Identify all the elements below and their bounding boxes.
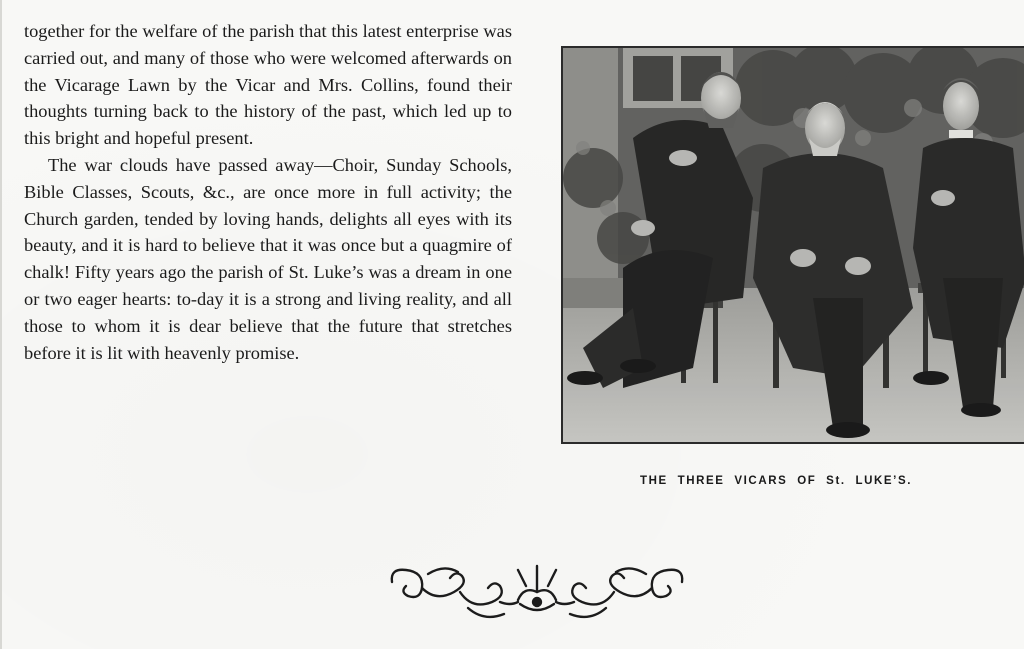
paragraph-1: together for the welfare of the parish that this latest enterprise was carried out, and many of those who were welcomed afterwards on the Vicarage Lawn by the Vicar and Mrs. Collins, found their thoughts turning back to the history of the past, which led up to this bright and hopeful present. — [24, 21, 512, 149]
paragraph-2: The war clouds have passed away—Choir, Sunday Schools, Bible Classes, Scouts, &c., are once more in full activity; the Church garden, tended by loving hands, delights all eyes with its beauty, and it is hard to believe that it was once but a quagmire of chalk! Fifty years ago the parish of St. Luke’s was a dream in one or two eager hearts: to-day it is a strong and living reality, and all those to whom it is dear believe that the future that stretches before it is lit with heavenly promise. — [24, 154, 512, 363]
body-text — [24, 18, 512, 366]
scroll-ornament-icon — [388, 562, 686, 626]
photograph-three-vicars — [561, 46, 1024, 444]
page-edge-shadow — [0, 0, 2, 649]
photograph-image — [563, 48, 1024, 444]
photo-caption: THE THREE VICARS OF St. LUKE’S. — [640, 475, 913, 487]
